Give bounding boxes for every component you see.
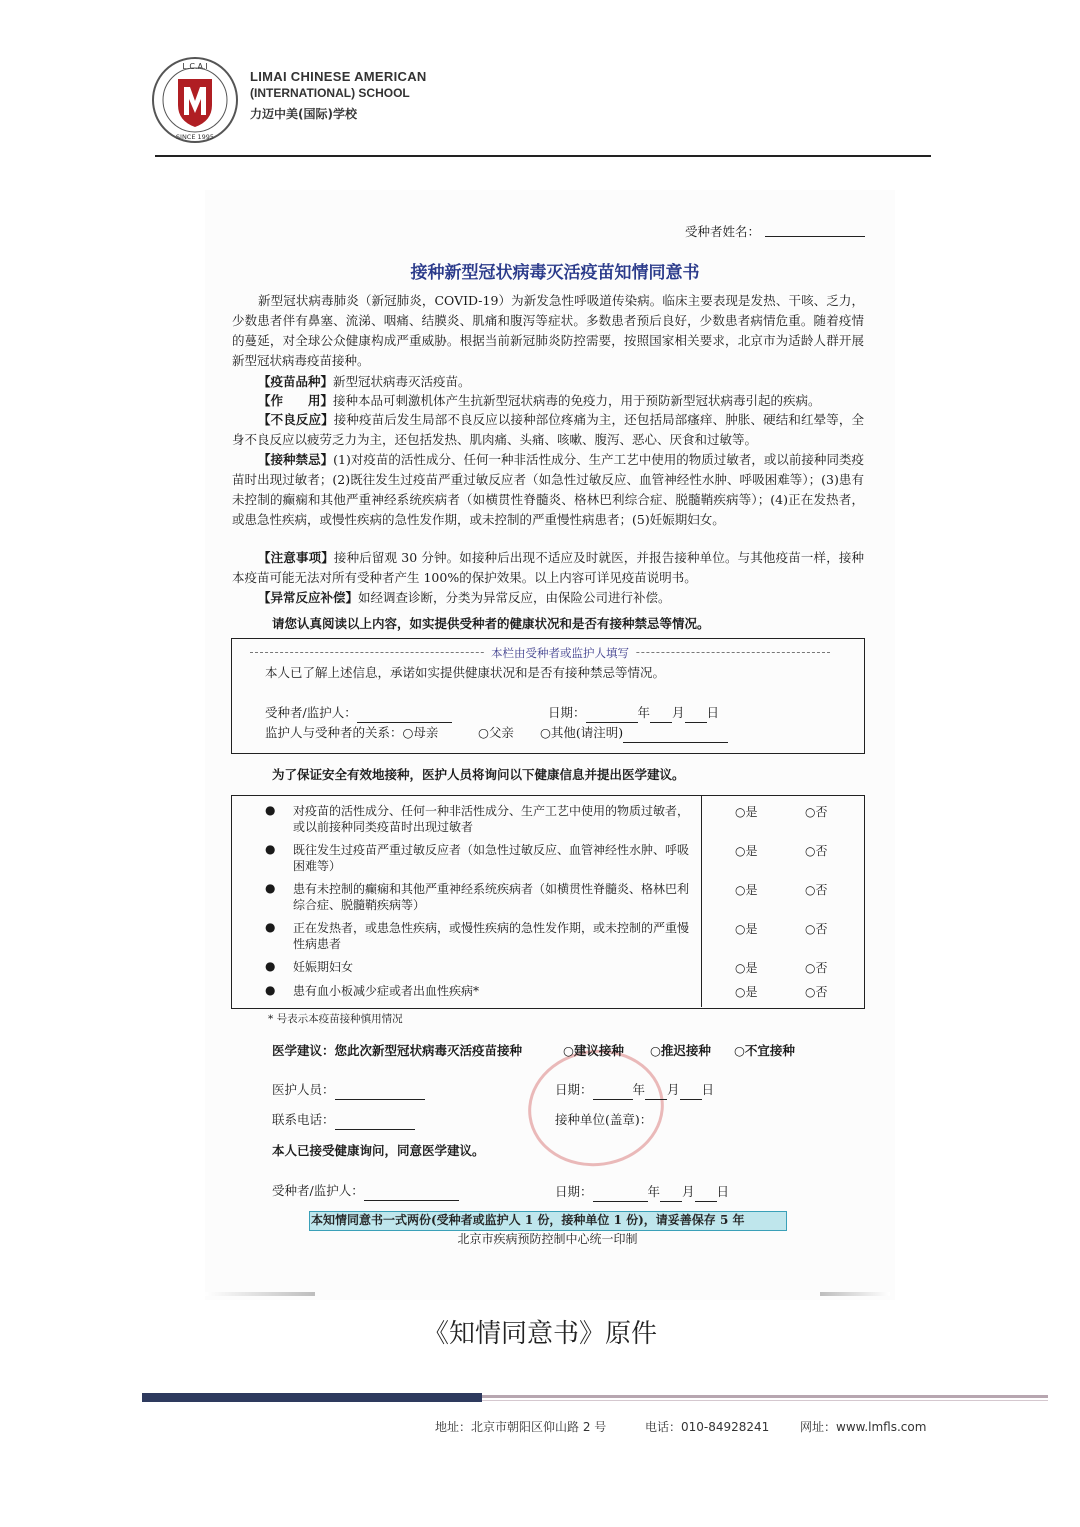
question-yes-option[interactable]: ○是 [735,961,758,975]
recipient-name-line [765,236,865,237]
question-no-option[interactable]: ○否 [805,883,828,897]
printer-note: 北京市疾病预防控制中心统一印制 [457,1232,638,1246]
question-text: 患有血小板减少症或者出血性疾病* [293,984,480,998]
question-yes-option[interactable]: ○是 [735,844,758,858]
question-text: 患有未控制的癫痫和其他严重神经系统疾病者（如横贯性脊髓炎、格林巴利综合症、脱髓鞘疾病等） [293,882,690,912]
form-title: 接种新型冠状病毒灭活疫苗知情同意书 [410,263,700,283]
bullet-icon: ● [265,803,276,817]
question-text: 妊娠期妇女 [293,960,354,974]
svg-text:L.C.A.I: L.C.A.I [182,62,208,71]
guardian-date-row: 日期： 年 月 日 [548,703,719,723]
question-no-option[interactable]: ○否 [805,844,828,858]
guardian-date-day[interactable] [685,708,707,723]
section-compensation: 【异常反应补偿】如经调查诊断，分类为异常反应，由保险公司进行补偿。 [258,590,671,605]
bullet-icon: ● [265,920,276,934]
read-notice: 请您认真阅读以上内容，如实提供受种者的健康状况和是否有接种禁忌等情况。 [272,616,710,631]
final-signature-row: 受种者/监护人： [272,1181,459,1201]
medic-date-row: 日期： 年 月 日 [555,1080,714,1100]
final-date-month[interactable] [660,1187,682,1202]
medic-date-year[interactable] [593,1085,633,1100]
image-caption: 《知情同意书》原件 [422,1319,657,1349]
final-date-year[interactable] [593,1187,648,1202]
svg-text:SINCE 1995: SINCE 1995 [175,133,215,141]
advice-not-suitable-option[interactable]: ○不宜接种 [734,1043,795,1058]
footnote: * 号表示本疫苗接种慎用情况 [268,1013,403,1025]
bullet-icon: ● [265,842,276,856]
relation-father-option[interactable]: ○父亲 [478,725,514,740]
relation-other-field[interactable] [623,728,728,743]
section-effect: 【作 用】接种本品可刺激机体产生抗新型冠状病毒的免疫力，用于预防新型冠状病毒引起的疾病。 [258,393,821,408]
scan-shadow-right [820,1292,890,1296]
question-no-option[interactable]: ○否 [805,961,828,975]
question-yes-option[interactable]: ○是 [735,922,758,936]
school-name-en-line2: (INTERNATIONAL) SCHOOL [250,86,410,100]
phone-field[interactable] [335,1115,415,1130]
relation-other-row [540,723,728,743]
school-logo [150,55,240,145]
bullet-icon: ● [265,959,276,973]
intro-paragraph: 新型冠状病毒肺炎（新冠肺炎，COVID-19）为新发急性呼吸道传染病。临床主要表现是发热、干咳、乏力，少数患者伴有鼻塞、流涕、咽痛、结膜炎、肌痛和腹泻等症状。多数患者预后良好，少数患者病情危重。随着疫情的蔓延，对全球公众健康构成严重威胁。根据当前新冠肺炎防控需要，按照国家相关要求，北京市为适龄人群开展新型冠状病毒疫苗接种。 [232,293,864,368]
question-yes-option[interactable]: ○是 [735,985,758,999]
section-precautions: 【注意事项】接种后留观 30 分钟。如接种后出现不适应及时就医，并报告接种单位。与其他疫苗一样，接种本疫苗可能无法对所有受种者产生 100%的保护效果。以上内容可详见疫苗说明书。 [232,550,864,585]
guardian-signature-field[interactable] [357,708,452,723]
question-no-option[interactable]: ○否 [805,805,828,819]
unit-seal-label: 接种单位(盖章)： [555,1112,653,1127]
footer-address: 地址：北京市朝阳区仰山路 2 号 [435,1420,607,1434]
accept-statement: 本人已接受健康询问，同意医学建议。 [272,1143,485,1158]
relation-other-option[interactable]: ○其他(请注明) [540,725,624,740]
question-text: 对疫苗的活性成分、任何一种非活性成分、生产工艺中使用的物质过敏者，或以前接种同类疫苗时出现过敏者 [293,804,690,834]
section-contraindications: 【接种禁忌】(1)对疫苗的活性成分、任何一种非活性成分、生产工艺中使用的物质过敏者，或以前接种同类疫苗时出现过敏者；(2)既往发生过疫苗严重过敏反应者（如急性过敏反应、血管神经性水肿、呼吸困难等）；(3)患有未控制的癫痫和其他严重神经系统疾病者（如横贯性脊髓炎、格林巴利综合症、脱髓鞘疾病等）；(4)正在发热者，或患急性疾病，或慢性疾病的急性发作期，或未控制的严重慢性病患者；(5)妊娠期妇女。 [232,452,864,527]
section-adverse-reactions: 【不良反应】接种疫苗后发生局部不良反应以接种部位疼痛为主，还包括局部瘙痒、肿胀、硬结和红晕等，全身不良反应以疲劳乏力为主，还包括发热、肌肉痛、头痛、咳嗽、腹泻、恶心、厌食和过敏等。 [232,412,864,447]
footer-website[interactable]: 网址：www.lmfls.com [800,1420,927,1434]
guardian-box-header: 本栏由受种者或监护人填写 [290,645,830,661]
bullet-icon: ● [265,983,276,997]
footer-bar-dark [142,1393,482,1402]
guardian-date-year[interactable] [586,708,638,723]
advice-postpone-option[interactable]: ○推迟接种 [650,1043,711,1058]
header-rule [155,155,931,157]
school-name-zh: 力迈中美(国际)学校 [250,107,357,121]
school-name-en-line1: LIMAI CHINESE AMERICAN [250,69,427,84]
relation-mother-option[interactable]: ○母亲 [402,725,439,740]
recipient-name-label: 受种者姓名： [685,224,761,239]
footer-bar-thin [482,1400,1048,1401]
guardian-statement: 本人已了解上述信息，承诺如实提供健康状况和是否有接种禁忌等情况。 [265,665,666,680]
final-signature-field[interactable] [364,1186,459,1201]
screening-divider [701,795,702,1007]
guardian-date-month[interactable] [650,708,672,723]
medic-date-day[interactable] [680,1085,702,1100]
bullet-icon: ● [265,881,276,895]
question-yes-option[interactable]: ○是 [735,805,758,819]
scan-shadow-left [205,1292,315,1296]
medical-notice: 为了保证安全有效地接种，医护人员将询问以下健康信息并提出医学建议。 [272,767,685,782]
copies-note: 本知情同意书一式两份(受种者或监护人 1 份，接种单位 1 份)，请妥善保存 5 年 [311,1213,745,1227]
question-text: 正在发热者，或患急性疾病，或慢性疾病的急性发作期，或未控制的严重慢性病患者 [293,921,690,951]
advice-label: 医学建议：您此次新型冠状病毒灭活疫苗接种 [272,1043,523,1058]
footer-phone: 电话：010-84928241 [645,1420,770,1434]
question-no-option[interactable]: ○否 [805,985,828,999]
relation-row: 监护人与受种者的关系：○母亲 [265,725,439,740]
question-no-option[interactable]: ○否 [805,922,828,936]
advice-recommend-option[interactable]: ○建议接种 [563,1043,624,1058]
final-date-day[interactable] [695,1187,717,1202]
medic-field[interactable] [335,1085,425,1100]
footer-bar-light [482,1395,1048,1398]
phone-row: 联系电话： [272,1110,415,1130]
guardian-signature-row: 受种者/监护人： [265,703,452,723]
question-yes-option[interactable]: ○是 [735,883,758,897]
section-vaccine-type: 【疫苗品种】新型冠状病毒灭活疫苗。 [258,374,471,389]
final-date-row: 日期： 年 月 日 [555,1182,729,1202]
question-text: 既往发生过疫苗严重过敏反应者（如急性过敏反应、血管神经性水肿、呼吸困难等） [293,843,690,873]
medic-date-month[interactable] [645,1085,667,1100]
medic-row: 医护人员： [272,1080,425,1100]
